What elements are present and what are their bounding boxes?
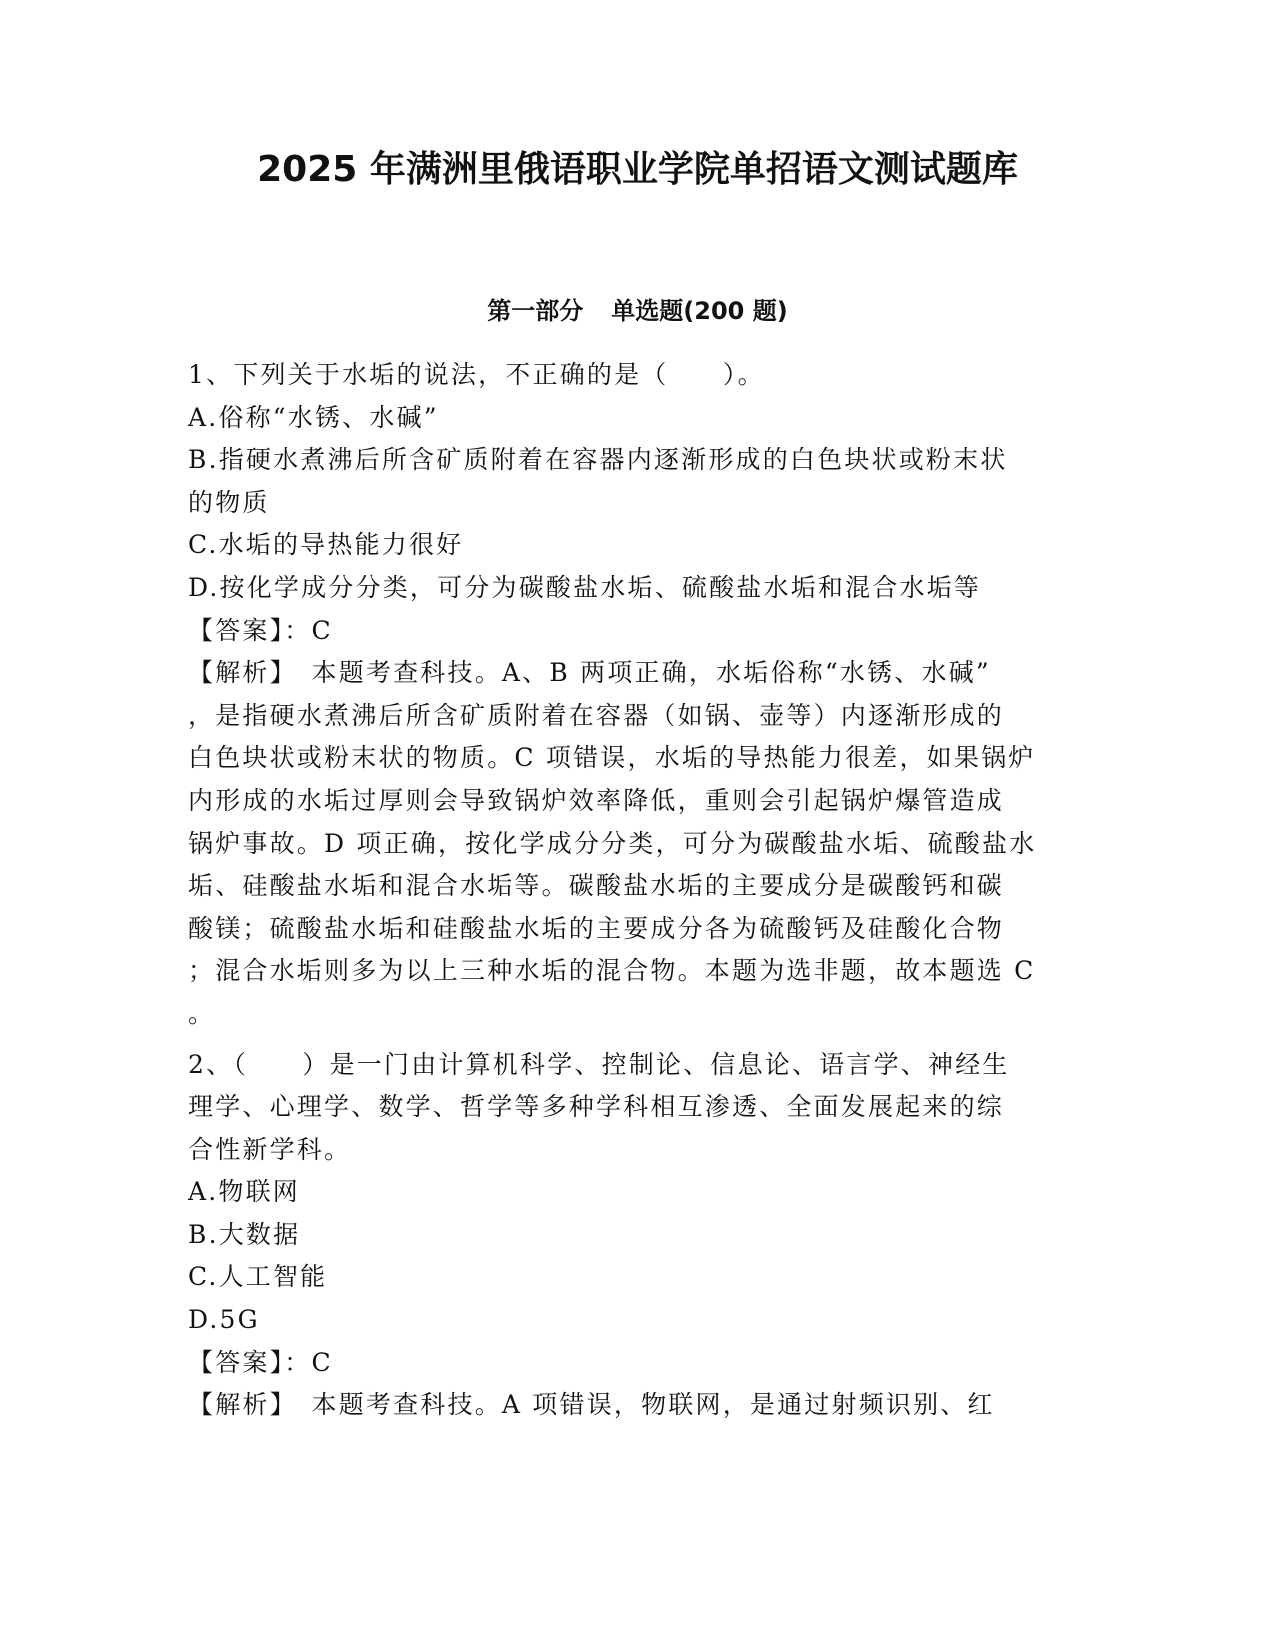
- question-1-analysis-line: 垢、硅酸盐水垢和混合水垢等。碳酸盐水垢的主要成分是碳酸钙和碳: [188, 871, 1005, 901]
- question-1-analysis-line: 白色块状或粉末状的物质。C 项错误，水垢的导热能力很差，如果锅炉: [188, 743, 1036, 773]
- question-1-analysis-line: 酸镁；硫酸盐水垢和硅酸盐水垢的主要成分各为硫酸钙及硅酸化合物: [188, 913, 1005, 943]
- question-2-stem: 2、（ ）是一门由计算机科学、控制论、信息论、语言学、神经生: [188, 1049, 1010, 1079]
- section-part-label: 第一部分: [487, 297, 584, 325]
- question-1-analysis-line: 【解析】 本题考查科技。A、B 两项正确，水垢俗称“水锈、水碱”: [188, 658, 991, 688]
- question-1-option-b: B.指硬水煮沸后所含矿质附着在容器内逐渐形成的白色块状或粉末状: [188, 445, 1008, 475]
- section-name-label: 单选题(200 题): [611, 297, 788, 325]
- question-2-option-b: B.大数据: [188, 1219, 301, 1249]
- question-2-answer: 【答案】：C: [188, 1347, 333, 1377]
- question-list: [188, 354, 1078, 1427]
- question-1-analysis-line: 锅炉事故。D 项正确，按化学成分分类，可分为碳酸盐水垢、硫酸盐水: [188, 828, 1037, 858]
- question-2: [188, 1044, 1078, 1427]
- question-1-answer: 【答案】：C: [188, 615, 333, 645]
- section-heading: [0, 294, 1275, 328]
- document-title: 2025 年满洲里俄语职业学院单招语文测试题库: [257, 149, 1018, 190]
- question-2-stem-cont: 理学、心理学、数学、哲学等多种学科相互渗透、全面发展起来的综: [188, 1092, 1005, 1122]
- question-2-analysis-line: 【解析】 本题考查科技。A 项错误，物联网，是通过射频识别、红: [188, 1390, 995, 1420]
- question-1-analysis-line: ；混合水垢则多为以上三种水垢的混合物。本题为选非题，故本题选 C: [188, 956, 1036, 986]
- question-1-option-c: C.水垢的导热能力很好: [188, 530, 464, 560]
- question-spacer: [188, 1036, 1078, 1044]
- question-1-option-b-cont: 的物质: [188, 487, 270, 517]
- question-1-option-d: D.按化学成分分类，可分为碳酸盐水垢、硫酸盐水垢和混合水垢等: [188, 572, 982, 602]
- question-1-analysis-line: ，是指硬水煮沸后所含矿质附着在容器（如锅、壶等）内逐渐形成的: [188, 700, 1005, 730]
- question-2-option-c: C.人工智能: [188, 1262, 328, 1292]
- question-1-analysis-line: 内形成的水垢过厚则会导致锅炉效率降低，重则会引起锅炉爆管造成: [188, 785, 1005, 815]
- question-2-stem-cont: 合性新学科。: [188, 1134, 352, 1164]
- question-1: [188, 354, 1078, 1036]
- question-1-option-a: A.俗称“水锈、水碱”: [188, 402, 439, 432]
- question-2-option-d: D.5G: [188, 1305, 260, 1335]
- question-1-stem: 1、下列关于水垢的说法，不正确的是（ ）。: [188, 360, 765, 389]
- question-2-option-a: A.物联网: [188, 1177, 301, 1207]
- question-1-analysis-line: 。: [188, 998, 216, 1028]
